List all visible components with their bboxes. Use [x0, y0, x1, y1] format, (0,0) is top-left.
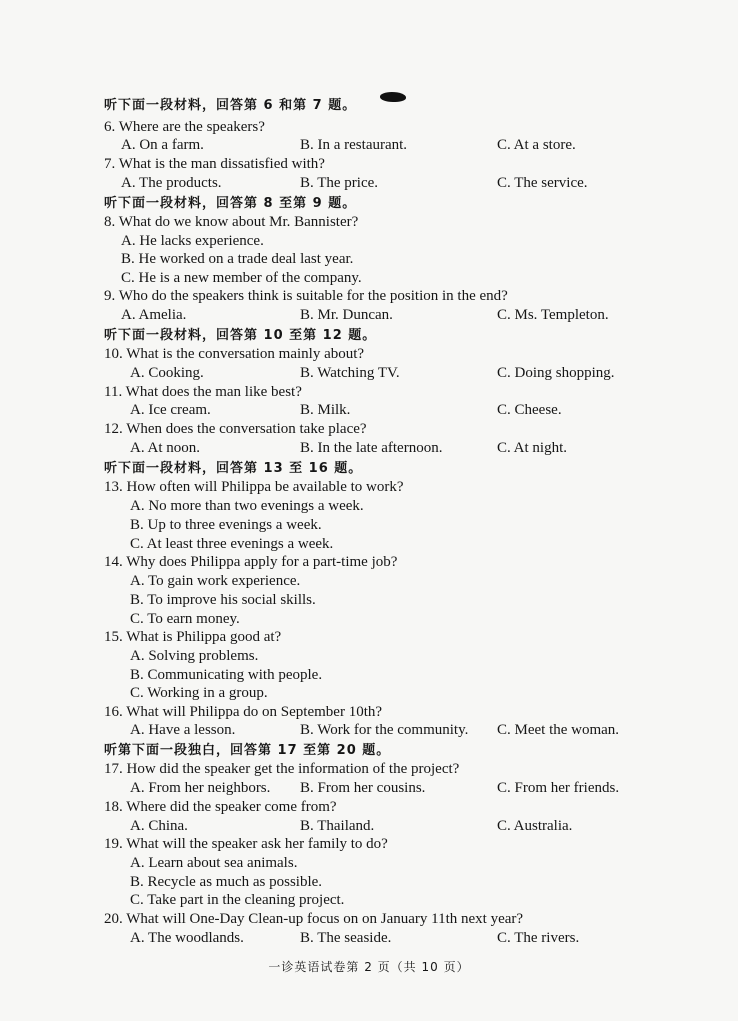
question-9: 9. Who do the speakers think is suitable for the position in the end?	[104, 288, 508, 304]
option-a: A. To gain work experience.	[130, 573, 301, 589]
option-b: B. Milk.	[300, 402, 351, 418]
option-a: A. China.	[130, 818, 188, 834]
question-10: 10. What is the conversation mainly about?	[104, 346, 365, 362]
option-c: C. Cheese.	[497, 402, 562, 418]
option-a: A. Solving problems.	[130, 648, 259, 664]
option-c: C. He is a new member of the company.	[121, 270, 362, 286]
section-heading-10-12: 听下面一段材料，回答第 10 至第 12 题。	[104, 328, 377, 343]
question-15: 15. What is Philippa good at?	[104, 629, 282, 645]
option-c: C. Australia.	[497, 818, 573, 834]
section-heading-6-7: 听下面一段材料，回答第 6 和第 7 题。	[104, 98, 357, 113]
option-c: C. The rivers.	[497, 930, 580, 946]
option-a: A. On a farm.	[121, 137, 204, 153]
option-c: C. At a store.	[497, 137, 576, 153]
option-a: A. Have a lesson.	[130, 722, 236, 738]
question-12: 12. When does the conversation take place?	[104, 421, 367, 437]
option-a: A. Ice cream.	[130, 402, 211, 418]
option-c: C. To earn money.	[130, 611, 240, 627]
option-b: B. From her cousins.	[300, 780, 426, 796]
option-b: B. In a restaurant.	[300, 137, 408, 153]
option-c: C. At least three evenings a week.	[130, 536, 334, 552]
section-heading-13-16: 听下面一段材料，回答第 13 至 16 题。	[104, 461, 363, 476]
option-a: A. Amelia.	[121, 307, 187, 323]
option-b: B. Up to three evenings a week.	[130, 517, 322, 533]
option-b: B. To improve his social skills.	[130, 592, 316, 608]
question-20: 20. What will One-Day Clean-up focus on on January 11th next year?	[104, 911, 524, 927]
question-7: 7. What is the man dissatisfied with?	[104, 156, 325, 172]
option-a: A. Cooking.	[130, 365, 204, 381]
option-b: B. The price.	[300, 175, 379, 191]
question-13: 13. How often will Philippa be available to work?	[104, 479, 404, 495]
option-a: A. No more than two evenings a week.	[130, 498, 364, 514]
question-14: 14. Why does Philippa apply for a part-time job?	[104, 554, 398, 570]
section-heading-17-20: 听第下面一段独白，回答第 17 至第 20 题。	[104, 743, 391, 758]
question-19: 19. What will the speaker ask her family to do?	[104, 836, 388, 852]
option-c: C. At night.	[497, 440, 568, 456]
option-b: B. Communicating with people.	[130, 667, 323, 683]
option-c: C. Ms. Templeton.	[497, 307, 609, 323]
option-c: C. Take part in the cleaning project.	[130, 892, 345, 908]
option-a: A. Learn about sea animals.	[130, 855, 298, 871]
question-17: 17. How did the speaker get the information of the project?	[104, 761, 460, 777]
option-a: A. He lacks experience.	[121, 233, 264, 249]
option-b: B. Recycle as much as possible.	[130, 874, 323, 890]
option-b: B. He worked on a trade deal last year.	[121, 251, 354, 267]
option-b: B. Watching TV.	[300, 365, 400, 381]
option-a: A. From her neighbors.	[130, 780, 271, 796]
section-heading-8-9: 听下面一段材料，回答第 8 至第 9 题。	[104, 196, 357, 211]
option-c: C. From her friends.	[497, 780, 620, 796]
option-c: C. Working in a group.	[130, 685, 268, 701]
option-a: A. At noon.	[130, 440, 201, 456]
option-b: B. Thailand.	[300, 818, 375, 834]
option-a: A. The woodlands.	[130, 930, 244, 946]
option-c: C. Doing shopping.	[497, 365, 615, 381]
page-footer: 一诊英语试卷第 2 页（共 10 页）	[268, 960, 470, 974]
question-16: 16. What will Philippa do on September 10th?	[104, 704, 383, 720]
question-18: 18. Where did the speaker come from?	[104, 799, 337, 815]
option-a: A. The products.	[121, 175, 222, 191]
option-b: B. In the late afternoon.	[300, 440, 443, 456]
option-c: C. Meet the woman.	[497, 722, 620, 738]
option-c: C. The service.	[497, 175, 588, 191]
question-6: 6. Where are the speakers?	[104, 119, 265, 135]
option-b: B. Mr. Duncan.	[300, 307, 393, 323]
option-b: B. Work for the community.	[300, 722, 469, 738]
question-8: 8. What do we know about Mr. Bannister?	[104, 214, 359, 230]
question-11: 11. What does the man like best?	[104, 384, 302, 400]
option-b: B. The seaside.	[300, 930, 392, 946]
